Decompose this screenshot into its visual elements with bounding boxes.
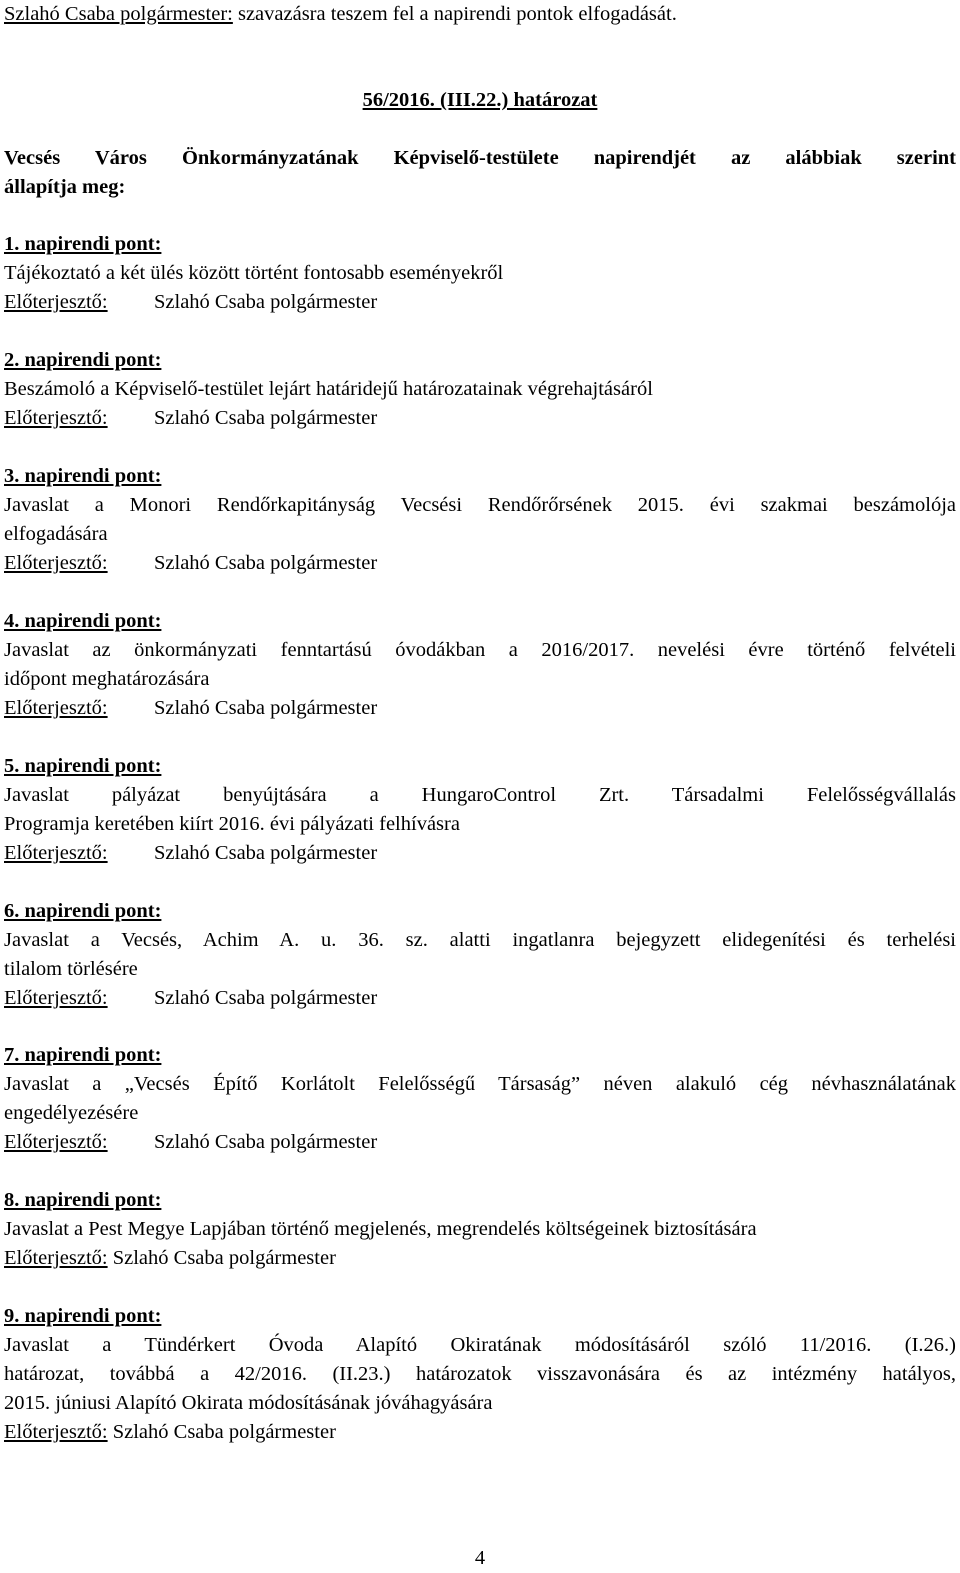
agenda-item-text: 2015. júniusi Alapító Okirata módosításának jóváhagyására <box>4 1392 493 1414</box>
agenda-item-text: Beszámoló a Képviselő-testület lejárt határidejű határozatainak végrehajtásáról <box>4 378 653 400</box>
agenda-item <box>4 346 956 433</box>
presenter-name: Szlahó Csaba polgármester <box>154 407 378 429</box>
agenda-item <box>4 462 956 578</box>
agenda-item-presenter <box>4 1418 956 1447</box>
agenda-item-presenter <box>4 984 956 1013</box>
presenter-name: Szlahó Csaba polgármester <box>154 842 378 864</box>
agenda-item-heading: 5. napirendi pont: <box>4 755 162 777</box>
agenda-item-heading: 6. napirendi pont: <box>4 900 162 922</box>
resolution-title: 56/2016. (III.22.) határozat <box>362 89 598 111</box>
agenda-item <box>4 607 956 723</box>
agenda-item-text: Javaslat a „Vecsés Építő Korlátolt Felelősségű Társaság” néven alakuló cég névhasználatának <box>4 1073 956 1095</box>
presenter-label: Előterjesztő: <box>4 552 108 574</box>
agenda-item-presenter <box>4 549 956 578</box>
agenda-item-heading: 4. napirendi pont: <box>4 610 162 632</box>
agenda-item-text: elfogadására <box>4 523 108 545</box>
resolution-body <box>4 144 956 202</box>
presenter-name: Szlahó Csaba polgármester <box>154 552 378 574</box>
intro-text: szavazásra teszem fel a napirendi pontok elfogadását. <box>232 3 677 25</box>
agenda-item-text: engedélyezésére <box>4 1102 139 1124</box>
agenda-item <box>4 230 956 317</box>
agenda-item-text: Javaslat a Monori Rendőrkapitányság Vecsési Rendőrőrsének 2015. évi szakmai beszámolója <box>4 494 956 516</box>
agenda-item-heading: 1. napirendi pont: <box>4 233 162 255</box>
agenda-item-text: Javaslat a Vecsés, Achim A. u. 36. sz. alatti ingatlanra bejegyzett elidegenítési és terhelési <box>4 929 956 951</box>
presenter-name: Szlahó Csaba polgármester <box>154 987 378 1009</box>
presenter-label: Előterjesztő: <box>4 842 108 864</box>
presenter-label: Előterjesztő: <box>4 987 108 1009</box>
agenda-item-presenter <box>4 1244 956 1273</box>
agenda-item-heading: 7. napirendi pont: <box>4 1044 162 1066</box>
presenter-name: Szlahó Csaba polgármester <box>154 697 378 719</box>
agenda-item-presenter <box>4 404 956 433</box>
agenda-item-presenter <box>4 839 956 868</box>
agenda-item <box>4 897 956 1013</box>
agenda-item-heading: 9. napirendi pont: <box>4 1305 162 1327</box>
presenter-label: Előterjesztő: <box>4 697 108 719</box>
agenda-item <box>4 1041 956 1157</box>
intro-paragraph <box>4 0 677 29</box>
agenda-item <box>4 1186 956 1273</box>
presenter-name: Szlahó Csaba polgármester <box>154 291 378 313</box>
agenda-item-presenter <box>4 694 956 723</box>
agenda-item-presenter <box>4 1128 956 1157</box>
agenda-item-text: Javaslat pályázat benyújtására a HungaroControl Zrt. Társadalmi Felelősségvállalás <box>4 784 956 806</box>
presenter-label: Előterjesztő: <box>4 1131 108 1153</box>
agenda-item-text: Javaslat a Pest Megye Lapjában történő megjelenés, megrendelés költségeinek biztosítására <box>4 1218 757 1240</box>
agenda-item-text: határozat, továbbá a 42/2016. (II.23.) határozatok visszavonására és az intézmény hatályos, <box>4 1363 956 1385</box>
resolution-line: Vecsés Város Önkormányzatának Képviselő-testülete napirendjét az alábbiak szerint <box>4 147 956 169</box>
agenda-item-text: tilalom törlésére <box>4 958 138 980</box>
presenter-label: Előterjesztő: <box>4 291 108 313</box>
agenda-item-text: időpont meghatározására <box>4 668 210 690</box>
agenda-item <box>4 752 956 868</box>
agenda-item-text: Programja keretében kiírt 2016. évi pályázati felhívásra <box>4 813 460 835</box>
presenter-name: Szlahó Csaba polgármester <box>154 1131 378 1153</box>
presenter-label: Előterjesztő: <box>4 407 108 429</box>
page-number: 4 <box>474 1547 486 1569</box>
agenda-item-presenter <box>4 288 956 317</box>
agenda-item-text: Javaslat az önkormányzati fenntartású óvodákban a 2016/2017. nevelési évre történő felvételi <box>4 639 956 661</box>
agenda-item-heading: 2. napirendi pont: <box>4 349 162 371</box>
presenter-label: Előterjesztő: <box>4 1421 108 1443</box>
intro-speaker: Szlahó Csaba polgármester: <box>4 3 233 25</box>
presenter-name: Szlahó Csaba polgármester <box>112 1421 336 1443</box>
agenda-item-heading: 8. napirendi pont: <box>4 1189 162 1211</box>
agenda-item-text: Tájékoztató a két ülés között történt fontosabb eseményekről <box>4 262 504 284</box>
agenda-item-heading: 3. napirendi pont: <box>4 465 162 487</box>
resolution-line: állapítja meg: <box>4 176 126 198</box>
agenda-item <box>4 1302 956 1447</box>
presenter-label: Előterjesztő: <box>4 1247 108 1269</box>
agenda-item-text: Javaslat a Tündérkert Óvoda Alapító Okiratának módosításáról szóló 11/2016. (I.26.) <box>4 1334 956 1356</box>
presenter-name: Szlahó Csaba polgármester <box>112 1247 336 1269</box>
